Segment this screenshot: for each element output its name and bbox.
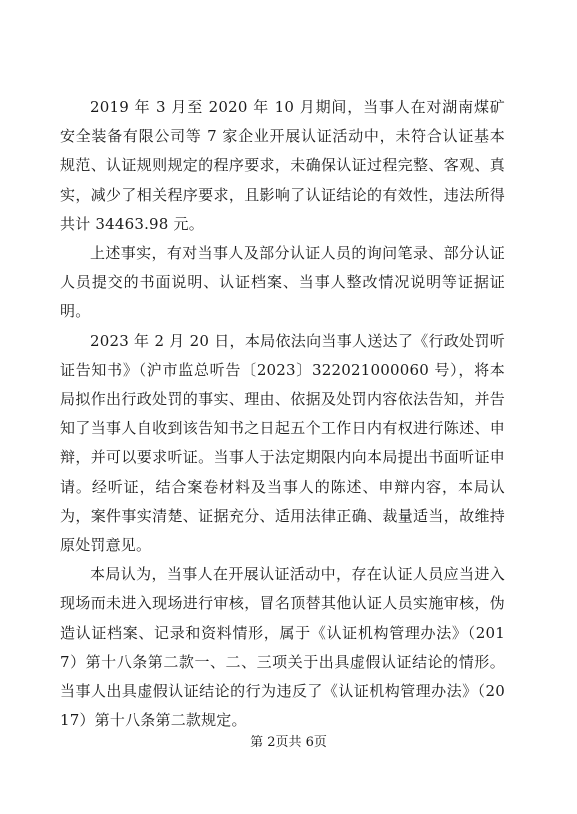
page-number-footer: 第 2页共 6页 [250,735,327,750]
paragraph-bureau-finding: 本局认为，当事人在开展认证活动中，存在认证人员应当进入现场而未进入现场进行审核，冒名顶替其他认证人员实施审核，伪造认证档案、记录和资料情形，属于《认证机构管理办法》（2017）第十八条第二款一、二、三项关于出具虚假认证结论的情形。当事人出具虚假认证结论的行为违反了《认证机构管理办法》（2017）第十八条第二款规定。 [60,565,505,730]
paragraph-violation-facts: 2019 年 3 月至 2020 年 10 月期间，当事人在对湖南煤矿安全装备有限公司等 7 家企业开展认证活动中，未符合认证基本规范、认证规则规定的程序要求，未确保认证过程完整、客观、真实，减少了相关程序要求，且影响了认证结论的有效性，违法所得共计 34463.98 元。 [60,98,505,233]
document-body [60,93,505,735]
paragraph-hearing-notice: 2023 年 2 月 20 日，本局依法向当事人送达了《行政处罚听证告知书》（沪市监总听告〔2023〕322021000060 号），将本局拟作出行政处罚的事实、理由、依据及处罚内容依法告知，并告知了当事人自收到该告知书之日起五个工作日内有权进行陈述、申辩，并可以要求听证。当事人于法定期限内向本局提出书面听证申请。经听证，结合案卷材料及当事人的陈述、申辩内容，本局认为，案件事实清楚、证据充分、适用法律正确、裁量适当，故维持原处罚意见。 [60,331,505,555]
paragraph-evidence: 上述事实，有对当事人及部分认证人员的询问笔录、部分认证人员提交的书面说明、认证档案、当事人整改情况说明等证据证明。 [60,244,505,321]
